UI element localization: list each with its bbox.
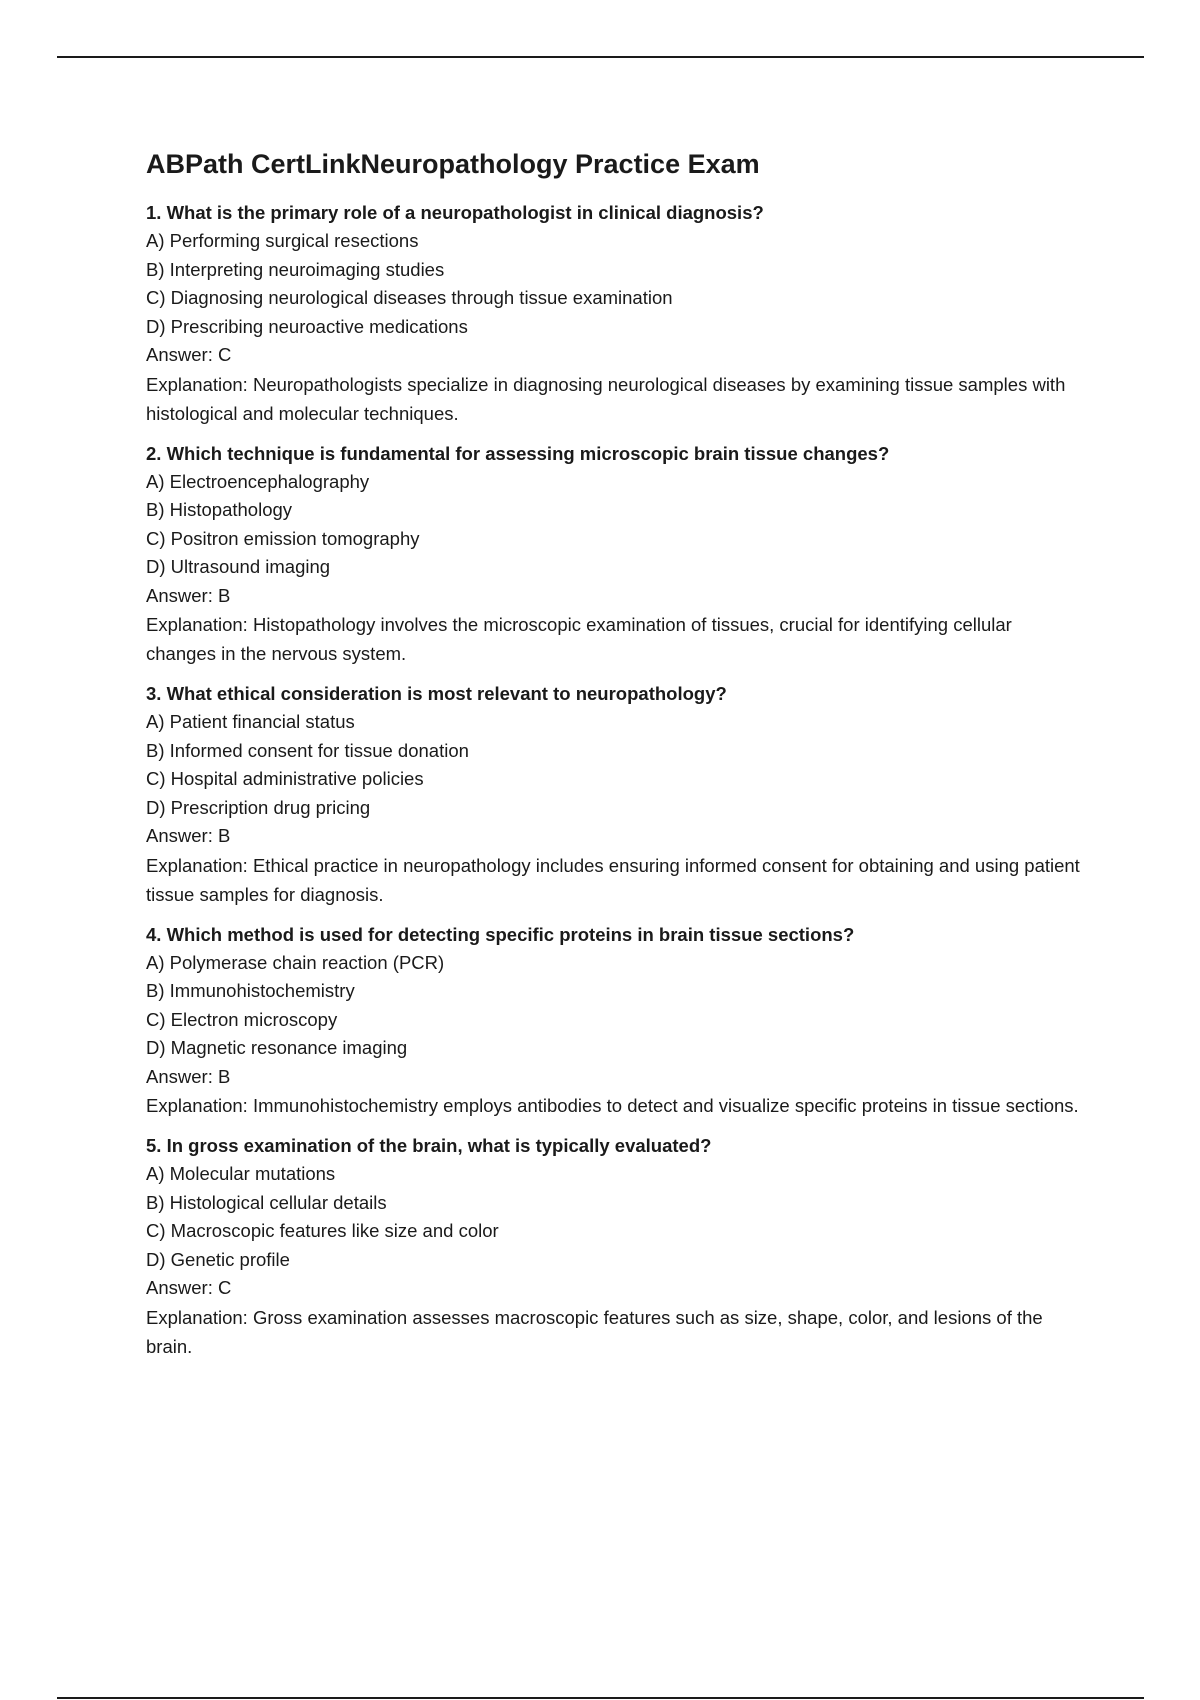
page-title: ABPath CertLinkNeuropathology Practice Exam bbox=[146, 149, 760, 179]
option-b: B) Histopathology bbox=[146, 499, 293, 521]
explanation: Explanation: Gross examination assesses macroscopic features such as size, shape, color, and lesions of the brain. bbox=[146, 1306, 1043, 1357]
option-d: D) Prescription drug pricing bbox=[146, 796, 371, 818]
option-c: C) Positron emission tomography bbox=[146, 527, 420, 549]
explanation: Explanation: Histopathology involves the microscopic examination of tissues, crucial for identifying cellular changes in the nervous system. bbox=[146, 614, 1012, 665]
option-b: B) Histological cellular details bbox=[146, 1191, 387, 1213]
explanation: Explanation: Neuropathologists specialize in diagnosing neurological diseases by examining tissue samples with histological and molecular techniques. bbox=[146, 373, 1066, 424]
option-b: B) Immunohistochemistry bbox=[146, 980, 355, 1002]
option-d: D) Prescribing neuroactive medications bbox=[146, 315, 468, 337]
answer: Answer: B bbox=[146, 1065, 231, 1087]
option-c: C) Electron microscopy bbox=[146, 1008, 338, 1030]
option-a: A) Polymerase chain reaction (PCR) bbox=[146, 951, 445, 973]
answer: Answer: B bbox=[146, 825, 231, 847]
answer: Answer: C bbox=[146, 1277, 232, 1299]
option-c: C) Diagnosing neurological diseases through tissue examination bbox=[146, 287, 673, 309]
option-b: B) Interpreting neuroimaging studies bbox=[146, 258, 445, 280]
explanation: Explanation: Ethical practice in neuropathology includes ensuring informed consent for obtaining and using patient tissue samples for diagnosis. bbox=[146, 854, 1080, 905]
question-text: 2. Which technique is fundamental for assessing microscopic brain tissue changes? bbox=[146, 442, 890, 464]
question-block-1 bbox=[146, 198, 1086, 428]
document-body bbox=[146, 148, 1086, 1372]
question-block-4 bbox=[146, 920, 1086, 1121]
question-block-3 bbox=[146, 679, 1086, 909]
option-a: A) Patient financial status bbox=[146, 711, 355, 733]
question-block-5 bbox=[146, 1131, 1086, 1361]
question-block-2 bbox=[146, 439, 1086, 669]
option-c: C) Macroscopic features like size and color bbox=[146, 1220, 499, 1242]
question-text: 1. What is the primary role of a neuropathologist in clinical diagnosis? bbox=[146, 202, 764, 224]
answer: Answer: B bbox=[146, 584, 231, 606]
answer: Answer: C bbox=[146, 344, 232, 366]
option-c: C) Hospital administrative policies bbox=[146, 768, 424, 790]
question-text: 3. What ethical consideration is most relevant to neuropathology? bbox=[146, 683, 727, 705]
option-a: A) Molecular mutations bbox=[146, 1163, 336, 1185]
bottom-divider bbox=[57, 1697, 1144, 1699]
question-text: 4. Which method is used for detecting specific proteins in brain tissue sections? bbox=[146, 923, 855, 945]
option-a: A) Electroencephalography bbox=[146, 470, 370, 492]
option-d: D) Magnetic resonance imaging bbox=[146, 1037, 408, 1059]
option-b: B) Informed consent for tissue donation bbox=[146, 739, 469, 761]
question-text: 5. In gross examination of the brain, what is typically evaluated? bbox=[146, 1135, 712, 1157]
option-a: A) Performing surgical resections bbox=[146, 230, 419, 252]
top-divider bbox=[57, 56, 1144, 58]
option-d: D) Ultrasound imaging bbox=[146, 556, 331, 578]
explanation: Explanation: Immunohistochemistry employs antibodies to detect and visualize specific proteins in tissue sections. bbox=[146, 1095, 1079, 1117]
option-d: D) Genetic profile bbox=[146, 1248, 290, 1270]
